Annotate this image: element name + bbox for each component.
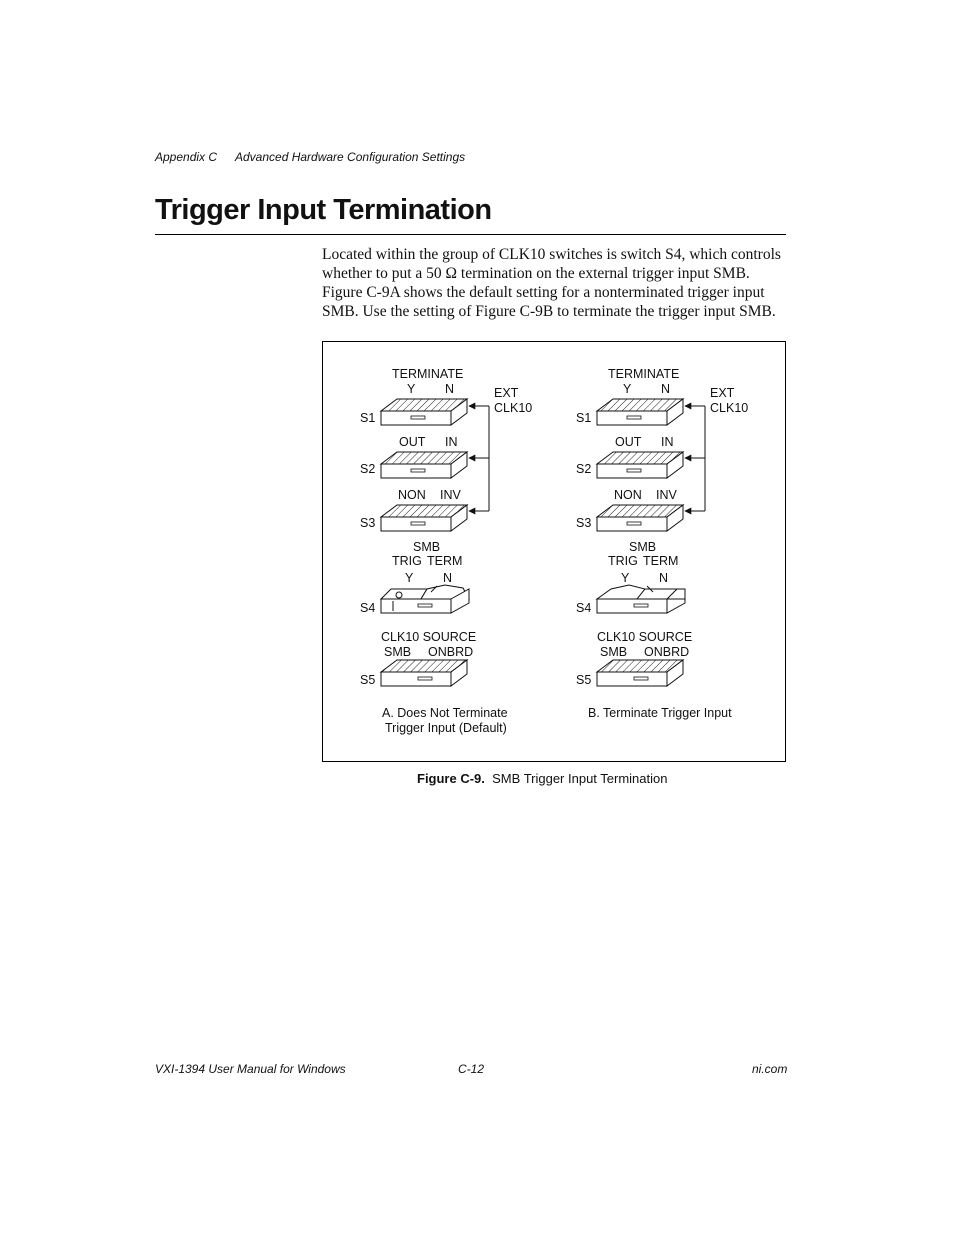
s4-y-label: Y — [405, 571, 414, 585]
s5-onbrd-label: ONBRD — [428, 645, 474, 659]
s1-header: TERMINATE — [392, 367, 464, 381]
s2-in-label: IN — [661, 435, 674, 449]
s5-label: S5 — [576, 673, 592, 687]
s1-n-label: N — [445, 382, 455, 396]
s2-in-label: IN — [445, 435, 458, 449]
header-appendix: Appendix C — [155, 150, 218, 164]
page-title: Trigger Input Termination — [155, 194, 492, 226]
s4-label: S4 — [576, 601, 592, 615]
s3-label: S3 — [360, 516, 376, 530]
switch-s2 — [381, 452, 467, 478]
s1-n-label: N — [661, 382, 671, 396]
s5-header: CLK10 SOURCE — [381, 630, 477, 644]
s4-term-label: TERM — [643, 554, 679, 568]
s1-label: S1 — [576, 411, 592, 425]
ext-clk10-connector — [469, 406, 489, 511]
figure-caption-text: SMB Trigger Input Termination — [492, 771, 668, 786]
s4-smb-label: SMB — [629, 540, 657, 554]
switch-s5 — [381, 660, 467, 686]
s2-out-label: OUT — [399, 435, 426, 449]
s1-label: S1 — [360, 411, 376, 425]
s1-y-label: Y — [407, 382, 416, 396]
switch-s4 — [381, 585, 469, 613]
s5-onbrd-label: ONBRD — [644, 645, 690, 659]
header-section: Advanced Hardware Configuration Settings — [235, 150, 466, 164]
figure-caption-number: Figure C-9. — [417, 771, 485, 786]
panel-b-caption-line1: B. Terminate Trigger Input — [588, 706, 732, 720]
footer-site: ni.com — [752, 1062, 788, 1076]
ext-label: EXT — [710, 386, 735, 400]
figure-caption — [417, 771, 667, 786]
switch-s1 — [597, 399, 683, 425]
s4-n-label: N — [443, 571, 453, 585]
s5-smb-label: SMB — [384, 645, 412, 659]
s2-label: S2 — [360, 462, 376, 476]
switch-s1 — [381, 399, 467, 425]
s4-term-label: TERM — [427, 554, 463, 568]
footer-manual: VXI-1394 User Manual for Windows — [155, 1062, 346, 1076]
panel-a-caption-line1: A. Does Not Terminate — [382, 706, 508, 720]
switch-s3 — [597, 505, 683, 531]
s3-inv-label: INV — [440, 488, 461, 502]
figure-c9 — [322, 341, 786, 762]
switch-s5 — [597, 660, 683, 686]
s4-n-label: N — [659, 571, 669, 585]
switch-s4 — [597, 585, 685, 613]
s3-non-label: NON — [614, 488, 642, 502]
s3-label: S3 — [576, 516, 592, 530]
switch-s3 — [381, 505, 467, 531]
s4-y-label: Y — [621, 571, 630, 585]
s5-label: S5 — [360, 673, 376, 687]
ext-clk10-connector — [685, 406, 705, 511]
s4-trig-label: TRIG — [608, 554, 638, 568]
s5-header: CLK10 SOURCE — [597, 630, 693, 644]
s1-header: TERMINATE — [608, 367, 680, 381]
clk10-label: CLK10 — [710, 401, 749, 415]
s1-y-label: Y — [623, 382, 632, 396]
switch-s2 — [597, 452, 683, 478]
clk10-label: CLK10 — [494, 401, 533, 415]
switch-diagram — [323, 342, 785, 761]
s4-label: S4 — [360, 601, 376, 615]
ext-label: EXT — [494, 386, 519, 400]
panel-a — [360, 367, 532, 735]
s5-smb-label: SMB — [600, 645, 628, 659]
s4-trig-label: TRIG — [392, 554, 422, 568]
footer-page-number: C-12 — [458, 1062, 485, 1076]
s3-non-label: NON — [398, 488, 426, 502]
panel-a-caption-line2: Trigger Input (Default) — [385, 721, 507, 735]
s4-smb-label: SMB — [413, 540, 441, 554]
panel-b — [576, 367, 748, 720]
title-rule — [155, 234, 786, 235]
body-paragraph: Located within the group of CLK10 switches is switch S4, which controls whether to put a 50 Ω termination on the external trigger input SMB. Figure C-9A shows the default setting for a nonterminated trigger input SMB. Use the setting of Figure C-9B to terminate the trigger input SMB. — [322, 246, 781, 320]
s2-out-label: OUT — [615, 435, 642, 449]
s2-label: S2 — [576, 462, 592, 476]
s3-inv-label: INV — [656, 488, 677, 502]
